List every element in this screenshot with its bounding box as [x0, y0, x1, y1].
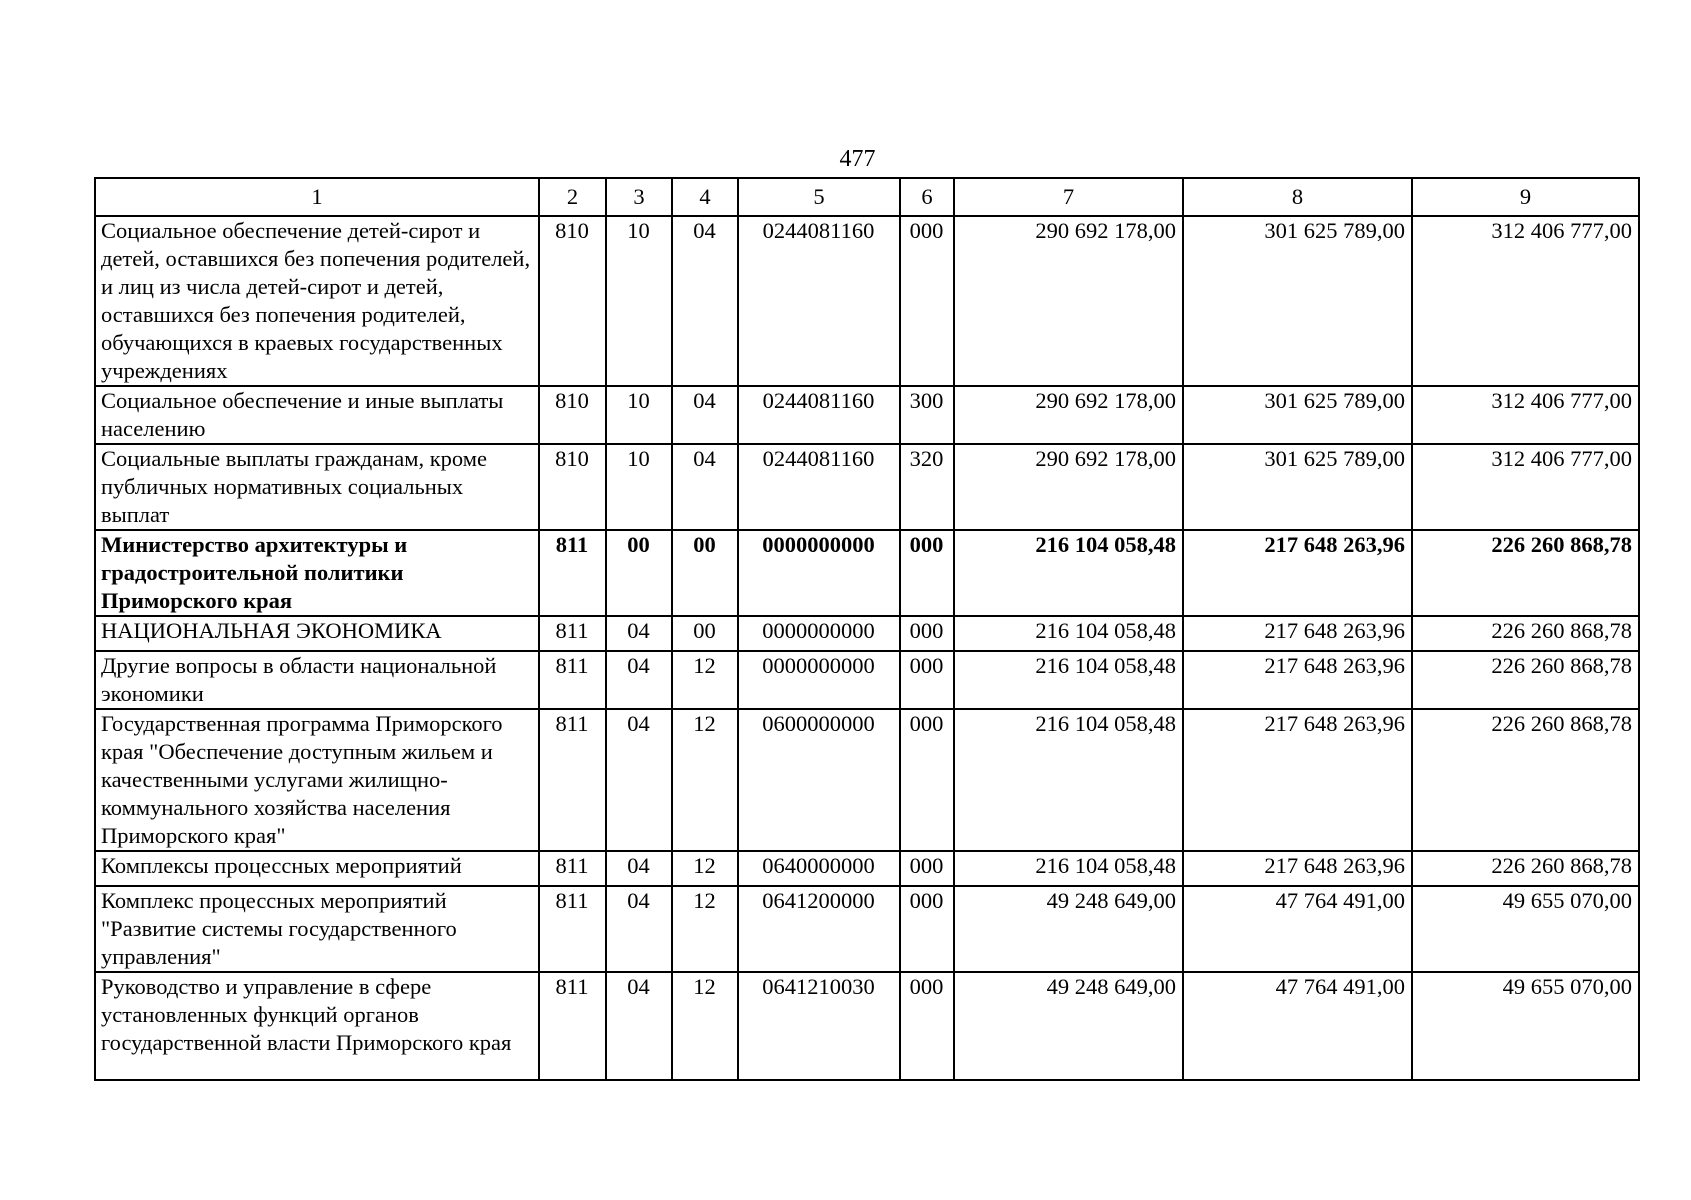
- table-row: [95, 386, 1639, 444]
- code-target-cell: 0000000000: [738, 651, 900, 709]
- code-subsection-cell: 00: [672, 616, 738, 651]
- code-target-cell: 0600000000: [738, 709, 900, 851]
- item-name-cell: Другие вопросы в области национальной экономики: [95, 651, 539, 709]
- code-admin-cell: 811: [539, 530, 606, 616]
- code-target-cell: 0641200000: [738, 886, 900, 972]
- code-subsection-cell: 00: [672, 530, 738, 616]
- item-name-cell: Руководство и управление в сфере установленных функций органов государственной власти Приморского края: [95, 972, 539, 1080]
- code-section-cell: 04: [606, 616, 672, 651]
- code-expense-type-cell: 320: [900, 444, 954, 530]
- amount-col-8-cell: 217 648 263,96: [1183, 651, 1412, 709]
- code-subsection-cell: 04: [672, 216, 738, 386]
- amount-col-9-cell: 49 655 070,00: [1412, 972, 1639, 1080]
- table-row: [95, 972, 1639, 1080]
- code-expense-type-cell: 000: [900, 709, 954, 851]
- amount-col-9-cell: 312 406 777,00: [1412, 216, 1639, 386]
- amount-col-7-cell: 216 104 058,48: [954, 616, 1183, 651]
- code-admin-cell: 810: [539, 444, 606, 530]
- code-admin-cell: 810: [539, 386, 606, 444]
- amount-col-8-cell: 217 648 263,96: [1183, 530, 1412, 616]
- table-row: [95, 709, 1639, 851]
- code-subsection-cell: 12: [672, 972, 738, 1080]
- code-subsection-cell: 12: [672, 651, 738, 709]
- table-row: [95, 651, 1639, 709]
- code-expense-type-cell: 000: [900, 886, 954, 972]
- code-subsection-cell: 04: [672, 444, 738, 530]
- table-row: [95, 616, 1639, 651]
- amount-col-7-cell: 290 692 178,00: [954, 216, 1183, 386]
- code-expense-type-cell: 000: [900, 651, 954, 709]
- code-target-cell: 0640000000: [738, 851, 900, 886]
- code-target-cell: 0244081160: [738, 216, 900, 386]
- amount-col-7-cell: 216 104 058,48: [954, 530, 1183, 616]
- code-subsection-cell: 12: [672, 886, 738, 972]
- code-target-cell: 0000000000: [738, 530, 900, 616]
- amount-col-7-cell: 216 104 058,48: [954, 651, 1183, 709]
- code-section-cell: 04: [606, 651, 672, 709]
- code-target-cell: 0641210030: [738, 972, 900, 1080]
- amount-col-9-cell: 312 406 777,00: [1412, 386, 1639, 444]
- code-admin-cell: 811: [539, 972, 606, 1080]
- table-header-row: [95, 178, 1639, 216]
- amount-col-7-cell: 216 104 058,48: [954, 709, 1183, 851]
- column-header-2: 2: [539, 178, 606, 216]
- code-section-cell: 10: [606, 386, 672, 444]
- amount-col-9-cell: 312 406 777,00: [1412, 444, 1639, 530]
- code-admin-cell: 811: [539, 886, 606, 972]
- amount-col-9-cell: 226 260 868,78: [1412, 616, 1639, 651]
- column-header-7: 7: [954, 178, 1183, 216]
- table-body: [95, 216, 1639, 1080]
- amount-col-7-cell: 49 248 649,00: [954, 886, 1183, 972]
- column-header-1: 1: [95, 178, 539, 216]
- code-admin-cell: 811: [539, 616, 606, 651]
- code-target-cell: 0244081160: [738, 386, 900, 444]
- table-row: [95, 851, 1639, 886]
- code-subsection-cell: 12: [672, 709, 738, 851]
- table-row: [95, 444, 1639, 530]
- amount-col-7-cell: 216 104 058,48: [954, 851, 1183, 886]
- table-row: [95, 886, 1639, 972]
- code-expense-type-cell: 300: [900, 386, 954, 444]
- amount-col-7-cell: 290 692 178,00: [954, 444, 1183, 530]
- column-header-5: 5: [738, 178, 900, 216]
- item-name-cell: Комплексы процессных мероприятий: [95, 851, 539, 886]
- code-section-cell: 04: [606, 886, 672, 972]
- amount-col-8-cell: 217 648 263,96: [1183, 851, 1412, 886]
- code-section-cell: 04: [606, 709, 672, 851]
- amount-col-7-cell: 290 692 178,00: [954, 386, 1183, 444]
- item-name-cell: НАЦИОНАЛЬНАЯ ЭКОНОМИКА: [95, 616, 539, 651]
- column-header-3: 3: [606, 178, 672, 216]
- amount-col-9-cell: 226 260 868,78: [1412, 651, 1639, 709]
- code-expense-type-cell: 000: [900, 616, 954, 651]
- amount-col-8-cell: 301 625 789,00: [1183, 216, 1412, 386]
- code-target-cell: 0244081160: [738, 444, 900, 530]
- code-subsection-cell: 04: [672, 386, 738, 444]
- code-admin-cell: 811: [539, 709, 606, 851]
- amount-col-8-cell: 47 764 491,00: [1183, 972, 1412, 1080]
- code-expense-type-cell: 000: [900, 972, 954, 1080]
- amount-col-9-cell: 226 260 868,78: [1412, 851, 1639, 886]
- item-name-cell: Социальное обеспечение детей-сирот и детей, оставшихся без попечения родителей, и лиц из числа детей-сирот и детей, оставшихся без попечения родителей, обучающихся в краевых государственных учреждениях: [95, 216, 539, 386]
- amount-col-8-cell: 301 625 789,00: [1183, 444, 1412, 530]
- code-section-cell: 00: [606, 530, 672, 616]
- code-admin-cell: 811: [539, 851, 606, 886]
- code-expense-type-cell: 000: [900, 851, 954, 886]
- item-name-cell: Министерство архитектуры и градостроительной политики Приморского края: [95, 530, 539, 616]
- amount-col-9-cell: 49 655 070,00: [1412, 886, 1639, 972]
- column-header-9: 9: [1412, 178, 1639, 216]
- item-name-cell: Социальные выплаты гражданам, кроме публичных нормативных социальных выплат: [95, 444, 539, 530]
- item-name-cell: Социальное обеспечение и иные выплаты населению: [95, 386, 539, 444]
- code-admin-cell: 810: [539, 216, 606, 386]
- column-header-6: 6: [900, 178, 954, 216]
- amount-col-8-cell: 301 625 789,00: [1183, 386, 1412, 444]
- code-subsection-cell: 12: [672, 851, 738, 886]
- code-expense-type-cell: 000: [900, 216, 954, 386]
- amount-col-9-cell: 226 260 868,78: [1412, 709, 1639, 851]
- amount-col-8-cell: 47 764 491,00: [1183, 886, 1412, 972]
- page-number: 477: [839, 146, 876, 172]
- code-section-cell: 04: [606, 851, 672, 886]
- amount-col-7-cell: 49 248 649,00: [954, 972, 1183, 1080]
- code-section-cell: 10: [606, 216, 672, 386]
- item-name-cell: Комплекс процессных мероприятий "Развитие системы государственного управления": [95, 886, 539, 972]
- code-section-cell: 10: [606, 444, 672, 530]
- column-header-4: 4: [672, 178, 738, 216]
- table-row: [95, 530, 1639, 616]
- amount-col-9-cell: 226 260 868,78: [1412, 530, 1639, 616]
- budget-table: [94, 177, 1640, 1081]
- amount-col-8-cell: 217 648 263,96: [1183, 616, 1412, 651]
- item-name-cell: Государственная программа Приморского края "Обеспечение доступным жильем и качественными услугами жилищно-коммунального хозяйства населения Приморского края": [95, 709, 539, 851]
- code-section-cell: 04: [606, 972, 672, 1080]
- code-target-cell: 0000000000: [738, 616, 900, 651]
- code-expense-type-cell: 000: [900, 530, 954, 616]
- amount-col-8-cell: 217 648 263,96: [1183, 709, 1412, 851]
- column-header-8: 8: [1183, 178, 1412, 216]
- code-admin-cell: 811: [539, 651, 606, 709]
- table-row: [95, 216, 1639, 386]
